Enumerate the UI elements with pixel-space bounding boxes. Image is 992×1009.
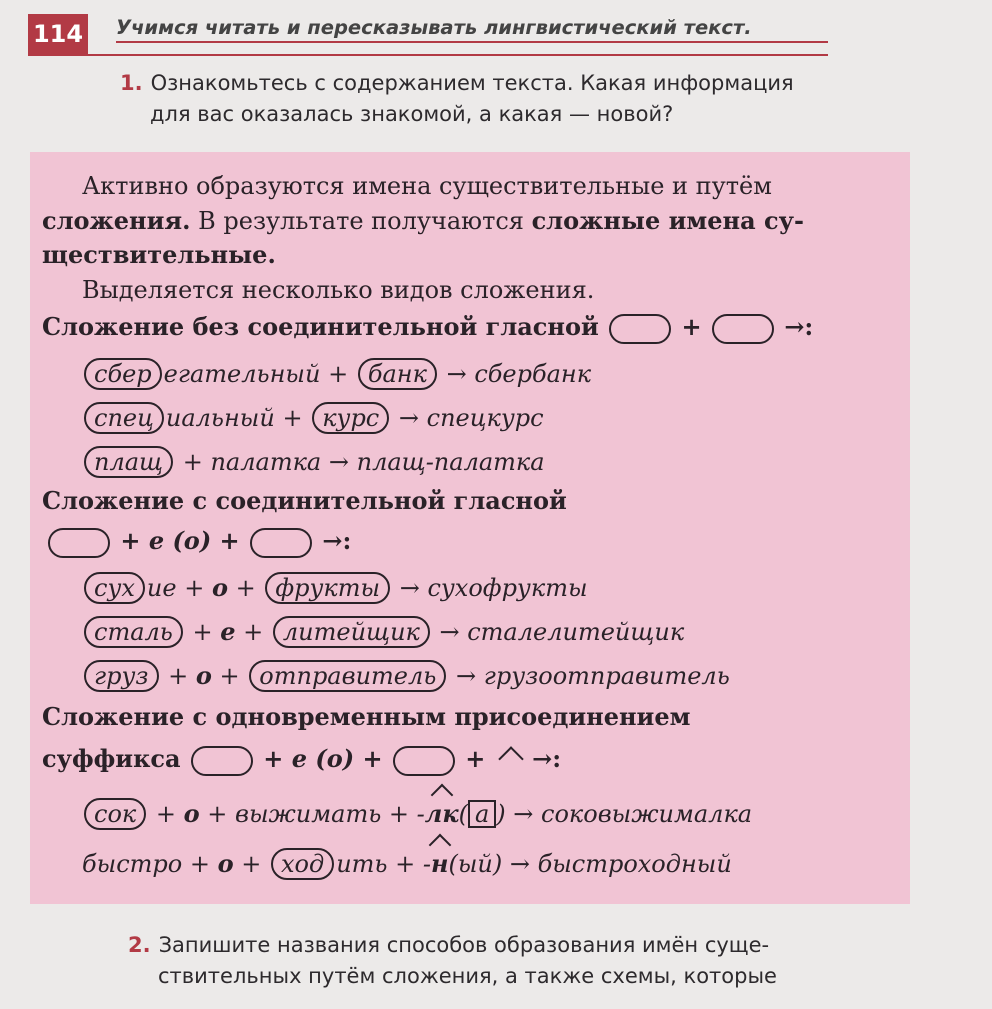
task-1-text-2: для вас оказалась знакомой, а какая — новой? — [150, 102, 674, 126]
example-3-2: быстро + о + ход ить + -н(ый) → быстроходный — [82, 849, 732, 878]
root-oval: фрукты — [265, 572, 390, 604]
word-rest: иальный — [165, 404, 275, 432]
root-oval: курс — [312, 402, 389, 434]
root-oval: банк — [358, 358, 437, 390]
suffix: лк — [424, 799, 459, 828]
task-1 — [120, 68, 920, 130]
type-1-heading-text: Сложение без соединительной гласной — [42, 312, 599, 341]
empty-root-oval — [393, 746, 455, 776]
ending-paren: ) — [496, 800, 506, 828]
type-3-heading: Сложение с одновременным присоединением — [42, 702, 691, 731]
example-2-1: сух ие + о + фрукты → сухофрукты — [82, 572, 588, 604]
type-2-heading: Сложение с соединительной гласной — [42, 486, 567, 515]
result-word: плащ-палатка — [356, 448, 545, 476]
linking-vowel: о — [183, 799, 200, 828]
suffix-dash: - — [422, 850, 431, 878]
paragraph-1-line-2 — [42, 206, 804, 235]
empty-root-oval — [250, 528, 312, 558]
task-1-text: Ознакомьтесь с содержанием текста. Какая информация — [150, 71, 794, 95]
result-word: быстроходный — [537, 850, 732, 878]
ending-box: а — [468, 800, 496, 828]
type-3-heading-l2: суффикса — [42, 744, 181, 773]
page-number: 114 — [28, 14, 88, 54]
example-1-3 — [82, 446, 545, 478]
word: палатка — [210, 448, 322, 476]
suffix-mark-icon — [494, 744, 524, 774]
result-word: сбербанк — [474, 360, 592, 388]
example-3-1: сок + о + выжимать + -лк( а ) → соковыжималка — [82, 798, 752, 830]
root-oval: груз — [84, 660, 159, 692]
result-word: спецкурс — [426, 404, 544, 432]
task-2-number: 2. — [128, 933, 151, 957]
word: выжимать — [235, 800, 382, 828]
task-2-text: Запишите названия способов образования имён суще- — [158, 933, 770, 957]
linking-vowel: о — [217, 849, 234, 878]
empty-root-oval — [609, 314, 671, 344]
example-1-2 — [82, 402, 544, 434]
result-word: грузоотправитель — [483, 662, 730, 690]
paragraph-1-text: В результате получаются — [190, 207, 532, 235]
root-oval: сбер — [84, 358, 162, 390]
rule-box — [30, 152, 910, 904]
term-slozhnye: сложные имена су- — [531, 206, 804, 235]
root-oval: литейщик — [273, 616, 430, 648]
linking-vowel: е (о) — [148, 526, 212, 555]
word-rest: егательный — [163, 360, 321, 388]
result-word: сухофрукты — [427, 574, 588, 602]
plus-sign: + — [282, 404, 303, 432]
example-2-3: груз + о + отправитель → грузоотправитель — [82, 660, 730, 692]
task-1-number: 1. — [120, 71, 143, 95]
arrow: → — [398, 404, 419, 432]
empty-root-oval — [712, 314, 774, 344]
example-2-2: сталь + е + литейщик → сталелитейщик — [82, 616, 684, 648]
result-word: соковыжималка — [541, 800, 753, 828]
word: быстро — [82, 850, 183, 878]
root-oval: отправитель — [249, 660, 446, 692]
type-2-scheme: + е (о) + →: — [46, 526, 351, 558]
root-oval: плащ — [84, 446, 173, 478]
type-3-scheme: суффикса + е (о) + + →: — [42, 744, 561, 776]
task-2-text-2: ствительных путём сложения, а также схемы, которые — [158, 964, 777, 988]
header-rule — [28, 54, 828, 56]
task-2 — [128, 930, 928, 992]
term-slozhenie: сложения. — [42, 206, 191, 235]
root-oval: сталь — [84, 616, 183, 648]
empty-root-oval — [48, 528, 110, 558]
paragraph-1-line-3: ществительные. — [42, 240, 276, 269]
root-oval: сух — [84, 572, 145, 604]
plus-sign: + — [328, 360, 349, 388]
suffix: н — [430, 849, 449, 878]
root-oval: спец — [84, 402, 164, 434]
empty-root-oval — [191, 746, 253, 776]
result-word: сталелитейщик — [467, 618, 685, 646]
word-rest: ить — [336, 850, 388, 878]
arrow: → — [446, 360, 467, 388]
plus-sign: + — [182, 448, 203, 476]
suffix-dash: - — [416, 800, 425, 828]
root-oval: ход — [271, 848, 334, 880]
linking-vowel: е (о) — [291, 744, 355, 773]
word-rest: ие — [146, 574, 177, 602]
paragraph-1-line-1: Активно образуются имена существительные и путём — [82, 172, 772, 200]
linking-vowel: о — [211, 573, 228, 602]
example-1-1 — [82, 358, 591, 390]
paragraph-2: Выделяется несколько видов сложения. — [82, 276, 595, 304]
arrow: → — [328, 448, 349, 476]
linking-vowel: о — [195, 661, 212, 690]
ending: (ый) — [448, 850, 503, 878]
type-1-heading: Сложение без соединительной гласной + →: — [42, 312, 813, 344]
root-oval: сок — [84, 798, 146, 830]
ending-paren: ( — [458, 800, 468, 828]
section-title: Учимся читать и пересказывать лингвистический текст. — [116, 16, 828, 43]
linking-vowel: е — [220, 617, 236, 646]
